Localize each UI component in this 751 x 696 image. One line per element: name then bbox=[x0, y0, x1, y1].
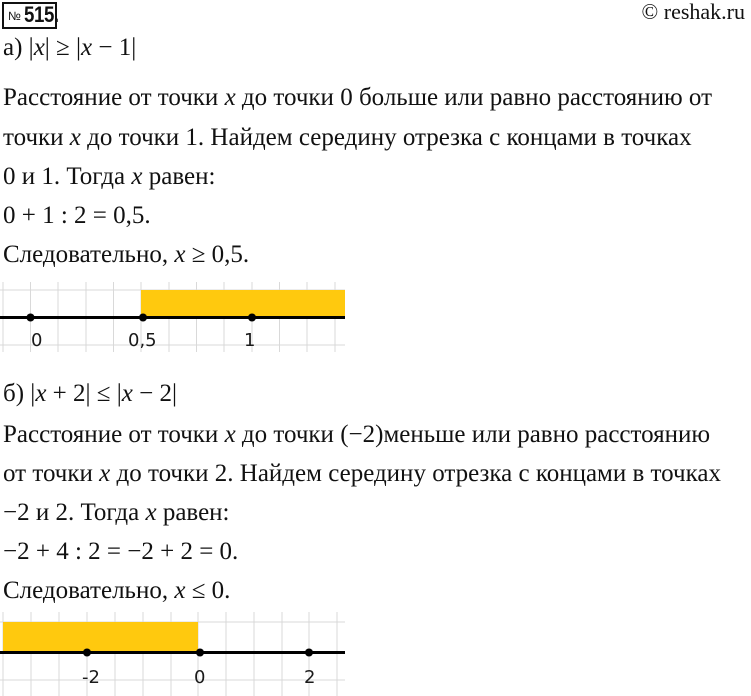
solution-highlight bbox=[141, 290, 345, 317]
part-b-title bbox=[3, 379, 177, 409]
variable-x: x bbox=[224, 421, 236, 448]
number-sign: № bbox=[8, 9, 21, 23]
point-minus-2 bbox=[83, 649, 91, 657]
part-a-line-1: Расстояние от точки x до точки 0 больше или равно расстоянию от bbox=[3, 84, 713, 111]
tick-label-0-5: 0,5 bbox=[128, 330, 157, 351]
part-a-expression: |x| ≥ |x − 1| bbox=[28, 34, 137, 61]
part-a-line-5: Следовательно, x ≥ 0,5. bbox=[3, 241, 250, 268]
part-b-expression: |x + 2| ≤ |x − 2| bbox=[30, 380, 177, 407]
tick-label-minus-2: -2 bbox=[82, 667, 100, 688]
part-a-label: а) bbox=[3, 34, 29, 61]
point-0 bbox=[27, 314, 35, 322]
point-0-5 bbox=[139, 314, 147, 322]
part-b-label: б) bbox=[3, 380, 31, 407]
variable-x: x bbox=[224, 84, 236, 111]
variable-x: x bbox=[69, 124, 81, 151]
part-b-line-5: Следовательно, x ≤ 0. bbox=[3, 577, 231, 604]
variable-x: x bbox=[121, 380, 133, 407]
tick-label-1: 1 bbox=[244, 330, 256, 351]
part-a-title bbox=[3, 33, 136, 63]
variable-x: x bbox=[33, 34, 45, 61]
variable-x: x bbox=[35, 380, 47, 407]
number-line-b-svg bbox=[0, 612, 350, 696]
number-line-b bbox=[0, 612, 350, 696]
point-2 bbox=[305, 649, 313, 657]
part-b-line-2: от точки x до точки 2. Найдем середину отрезка с концами в точках bbox=[3, 460, 721, 487]
variable-x: x bbox=[145, 499, 157, 526]
part-b-line-4: −2 + 4 : 2 = −2 + 2 = 0. bbox=[3, 538, 239, 565]
tick-label-2: 2 bbox=[304, 667, 316, 688]
copyright-notice: © reshak.ru bbox=[641, 0, 745, 24]
part-a-line-4: 0 + 1 : 2 = 0,5. bbox=[3, 202, 151, 229]
variable-x: x bbox=[81, 34, 93, 61]
part-a-line-2: точки x до точки 1. Найдем середину отрезка с концами в точках bbox=[3, 124, 692, 151]
variable-x: x bbox=[174, 241, 186, 268]
part-b-line-3: −2 и 2. Тогда x равен: bbox=[3, 499, 230, 526]
tick-label-0: 0 bbox=[194, 667, 206, 688]
solution-highlight bbox=[3, 622, 198, 652]
point-0 bbox=[196, 649, 204, 657]
part-a-line-3: 0 и 1. Тогда x равен: bbox=[3, 163, 216, 190]
problem-number-badge bbox=[2, 2, 57, 29]
part-b-line-1: Расстояние от точки x до точки (−2)меньше или равно расстоянию bbox=[3, 421, 711, 448]
number-line-a bbox=[0, 280, 350, 352]
variable-x: x bbox=[174, 577, 186, 604]
variable-x: x bbox=[131, 163, 143, 190]
number-line-a-svg bbox=[0, 280, 350, 352]
point-1 bbox=[248, 314, 256, 322]
variable-x: x bbox=[99, 460, 111, 487]
tick-label-0: 0 bbox=[31, 330, 43, 351]
problem-number: 515. bbox=[23, 2, 59, 27]
